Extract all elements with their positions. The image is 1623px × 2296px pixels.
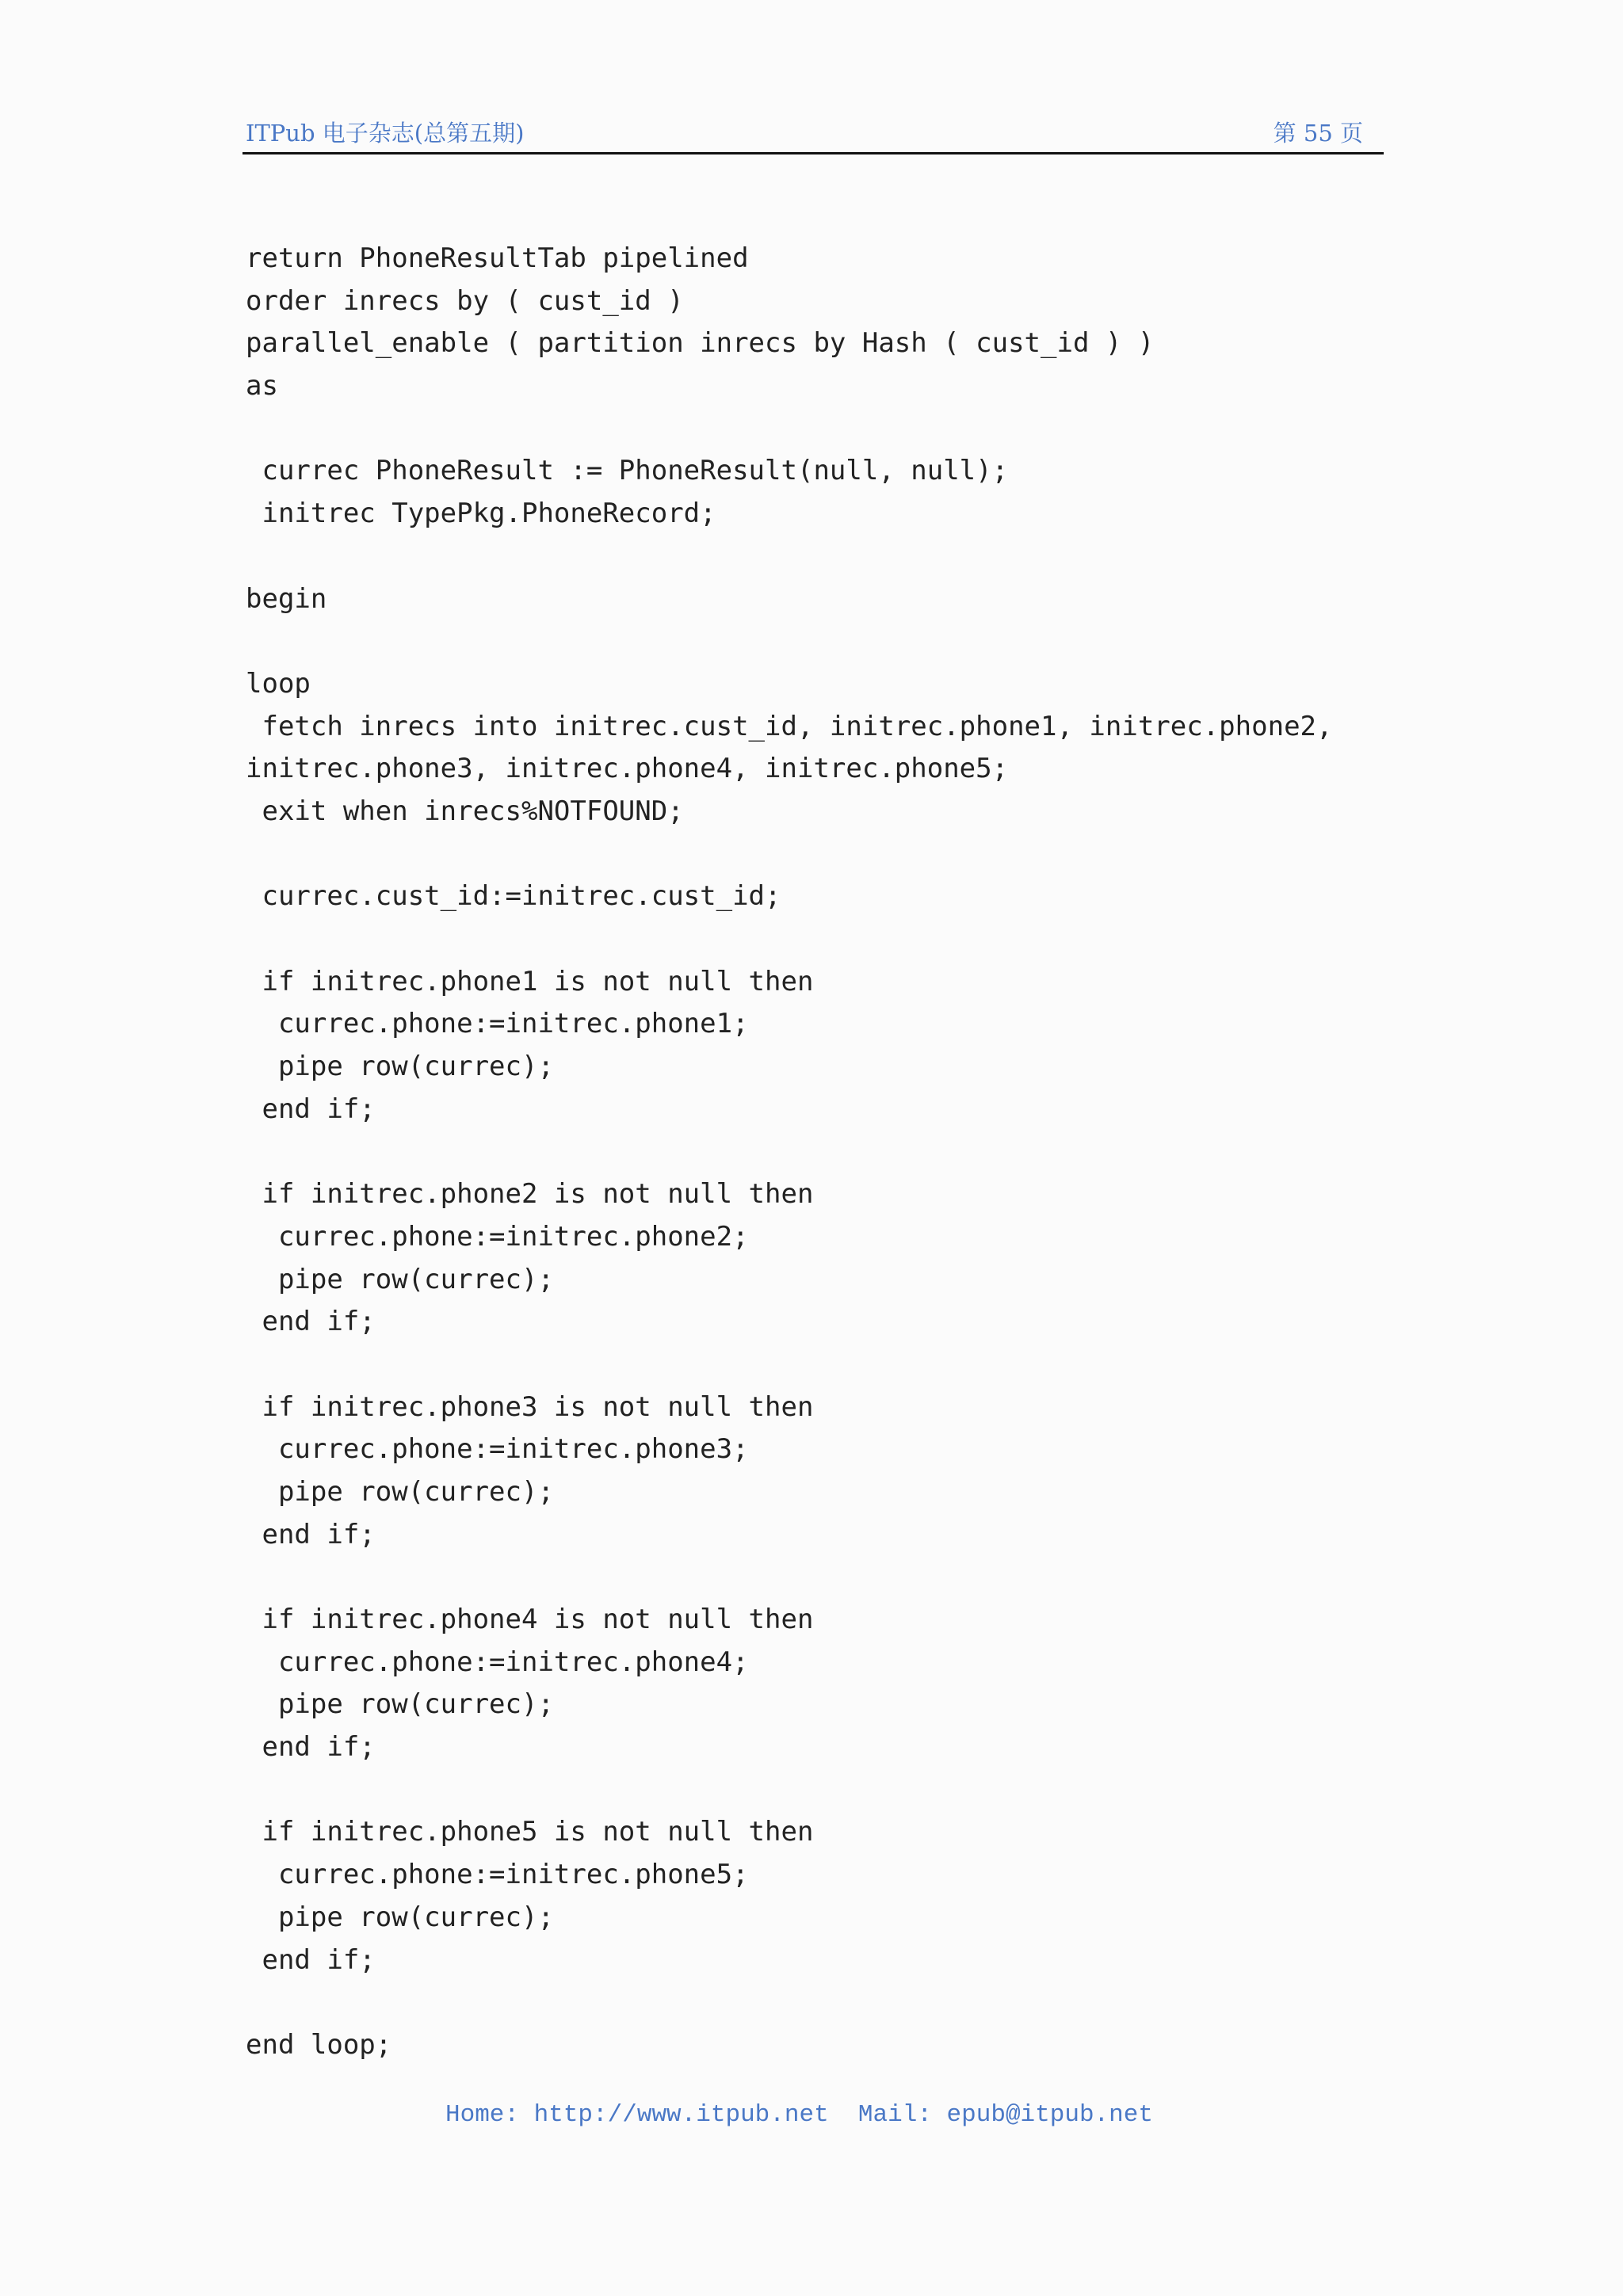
magazine-title: ITPub 电子杂志(总第五期): [246, 120, 525, 147]
code-line: end if;: [246, 1306, 376, 1338]
code-line: initrec.phone3, initrec.phone4, initrec.phone5;: [246, 753, 1009, 785]
code-line: pipe row(currec);: [246, 1051, 554, 1083]
code-line: [246, 1556, 1332, 1599]
code-line: currec.phone:=initrec.phone1;: [246, 1008, 749, 1040]
code-line: currec.phone:=initrec.phone5;: [246, 1859, 749, 1891]
mail-link[interactable]: epub@itpub.net: [946, 2101, 1153, 2129]
code-line: [246, 1131, 1332, 1173]
code-line: end if;: [246, 1943, 376, 1976]
code-line: parallel_enable ( partition inrecs by Hash ( cust_id ) ): [246, 327, 1155, 360]
code-line: if initrec.phone5 is not null then: [246, 1816, 814, 1848]
home-link[interactable]: http://www.itpub.net: [533, 2101, 829, 2129]
code-line: end if;: [246, 1518, 376, 1550]
code-line: pipe row(currec);: [246, 1901, 554, 1933]
code-block: [246, 238, 1332, 2067]
code-line: if initrec.phone4 is not null then: [246, 1604, 814, 1635]
code-line: currec.phone:=initrec.phone4;: [246, 1646, 749, 1678]
code-line: if initrec.phone2 is not null then: [246, 1178, 814, 1211]
page-number: 第 55 页: [1273, 120, 1363, 147]
home-label: Home:: [445, 2101, 520, 2129]
code-line: end loop;: [246, 2028, 392, 2061]
code-line: [246, 536, 1332, 578]
code-line: pipe row(currec);: [246, 1475, 554, 1508]
mail-label: Mail:: [857, 2101, 932, 2129]
page-footer: [445, 2101, 1153, 2129]
code-line: [246, 833, 1332, 876]
code-line: return PhoneResultTab pipelined: [246, 242, 749, 274]
code-line: currec.phone:=initrec.phone3;: [246, 1433, 749, 1466]
code-line: loop: [246, 667, 311, 700]
code-line: [246, 1769, 1332, 1812]
code-line: if initrec.phone3 is not null then: [246, 1390, 814, 1423]
code-line: [246, 408, 1332, 451]
code-line: [246, 1981, 1332, 2024]
code-line: exit when inrecs%NOTFOUND;: [246, 795, 684, 827]
code-line: pipe row(currec);: [246, 1263, 554, 1295]
code-line: currec.cust_id:=initrec.cust_id;: [246, 880, 781, 913]
code-line: as: [246, 370, 278, 402]
code-line: fetch inrecs into initrec.cust_id, initrec.phone1, initrec.phone2,: [246, 710, 1333, 742]
page-header: [242, 111, 1384, 154]
code-line: if initrec.phone1 is not null then: [246, 965, 814, 997]
code-line: begin: [246, 582, 327, 615]
code-line: [246, 1344, 1332, 1386]
code-line: end if;: [246, 1093, 376, 1125]
code-line: currec PhoneResult := PhoneResult(null, null);: [246, 455, 1009, 487]
code-line: [246, 620, 1332, 663]
code-line: pipe row(currec);: [246, 1688, 554, 1721]
code-line: currec.phone:=initrec.phone2;: [246, 1220, 749, 1253]
code-line: [246, 918, 1332, 961]
code-line: end if;: [246, 1731, 376, 1764]
code-line: order inrecs by ( cust_id ): [246, 284, 684, 317]
code-line: initrec TypePkg.PhoneRecord;: [246, 498, 716, 530]
